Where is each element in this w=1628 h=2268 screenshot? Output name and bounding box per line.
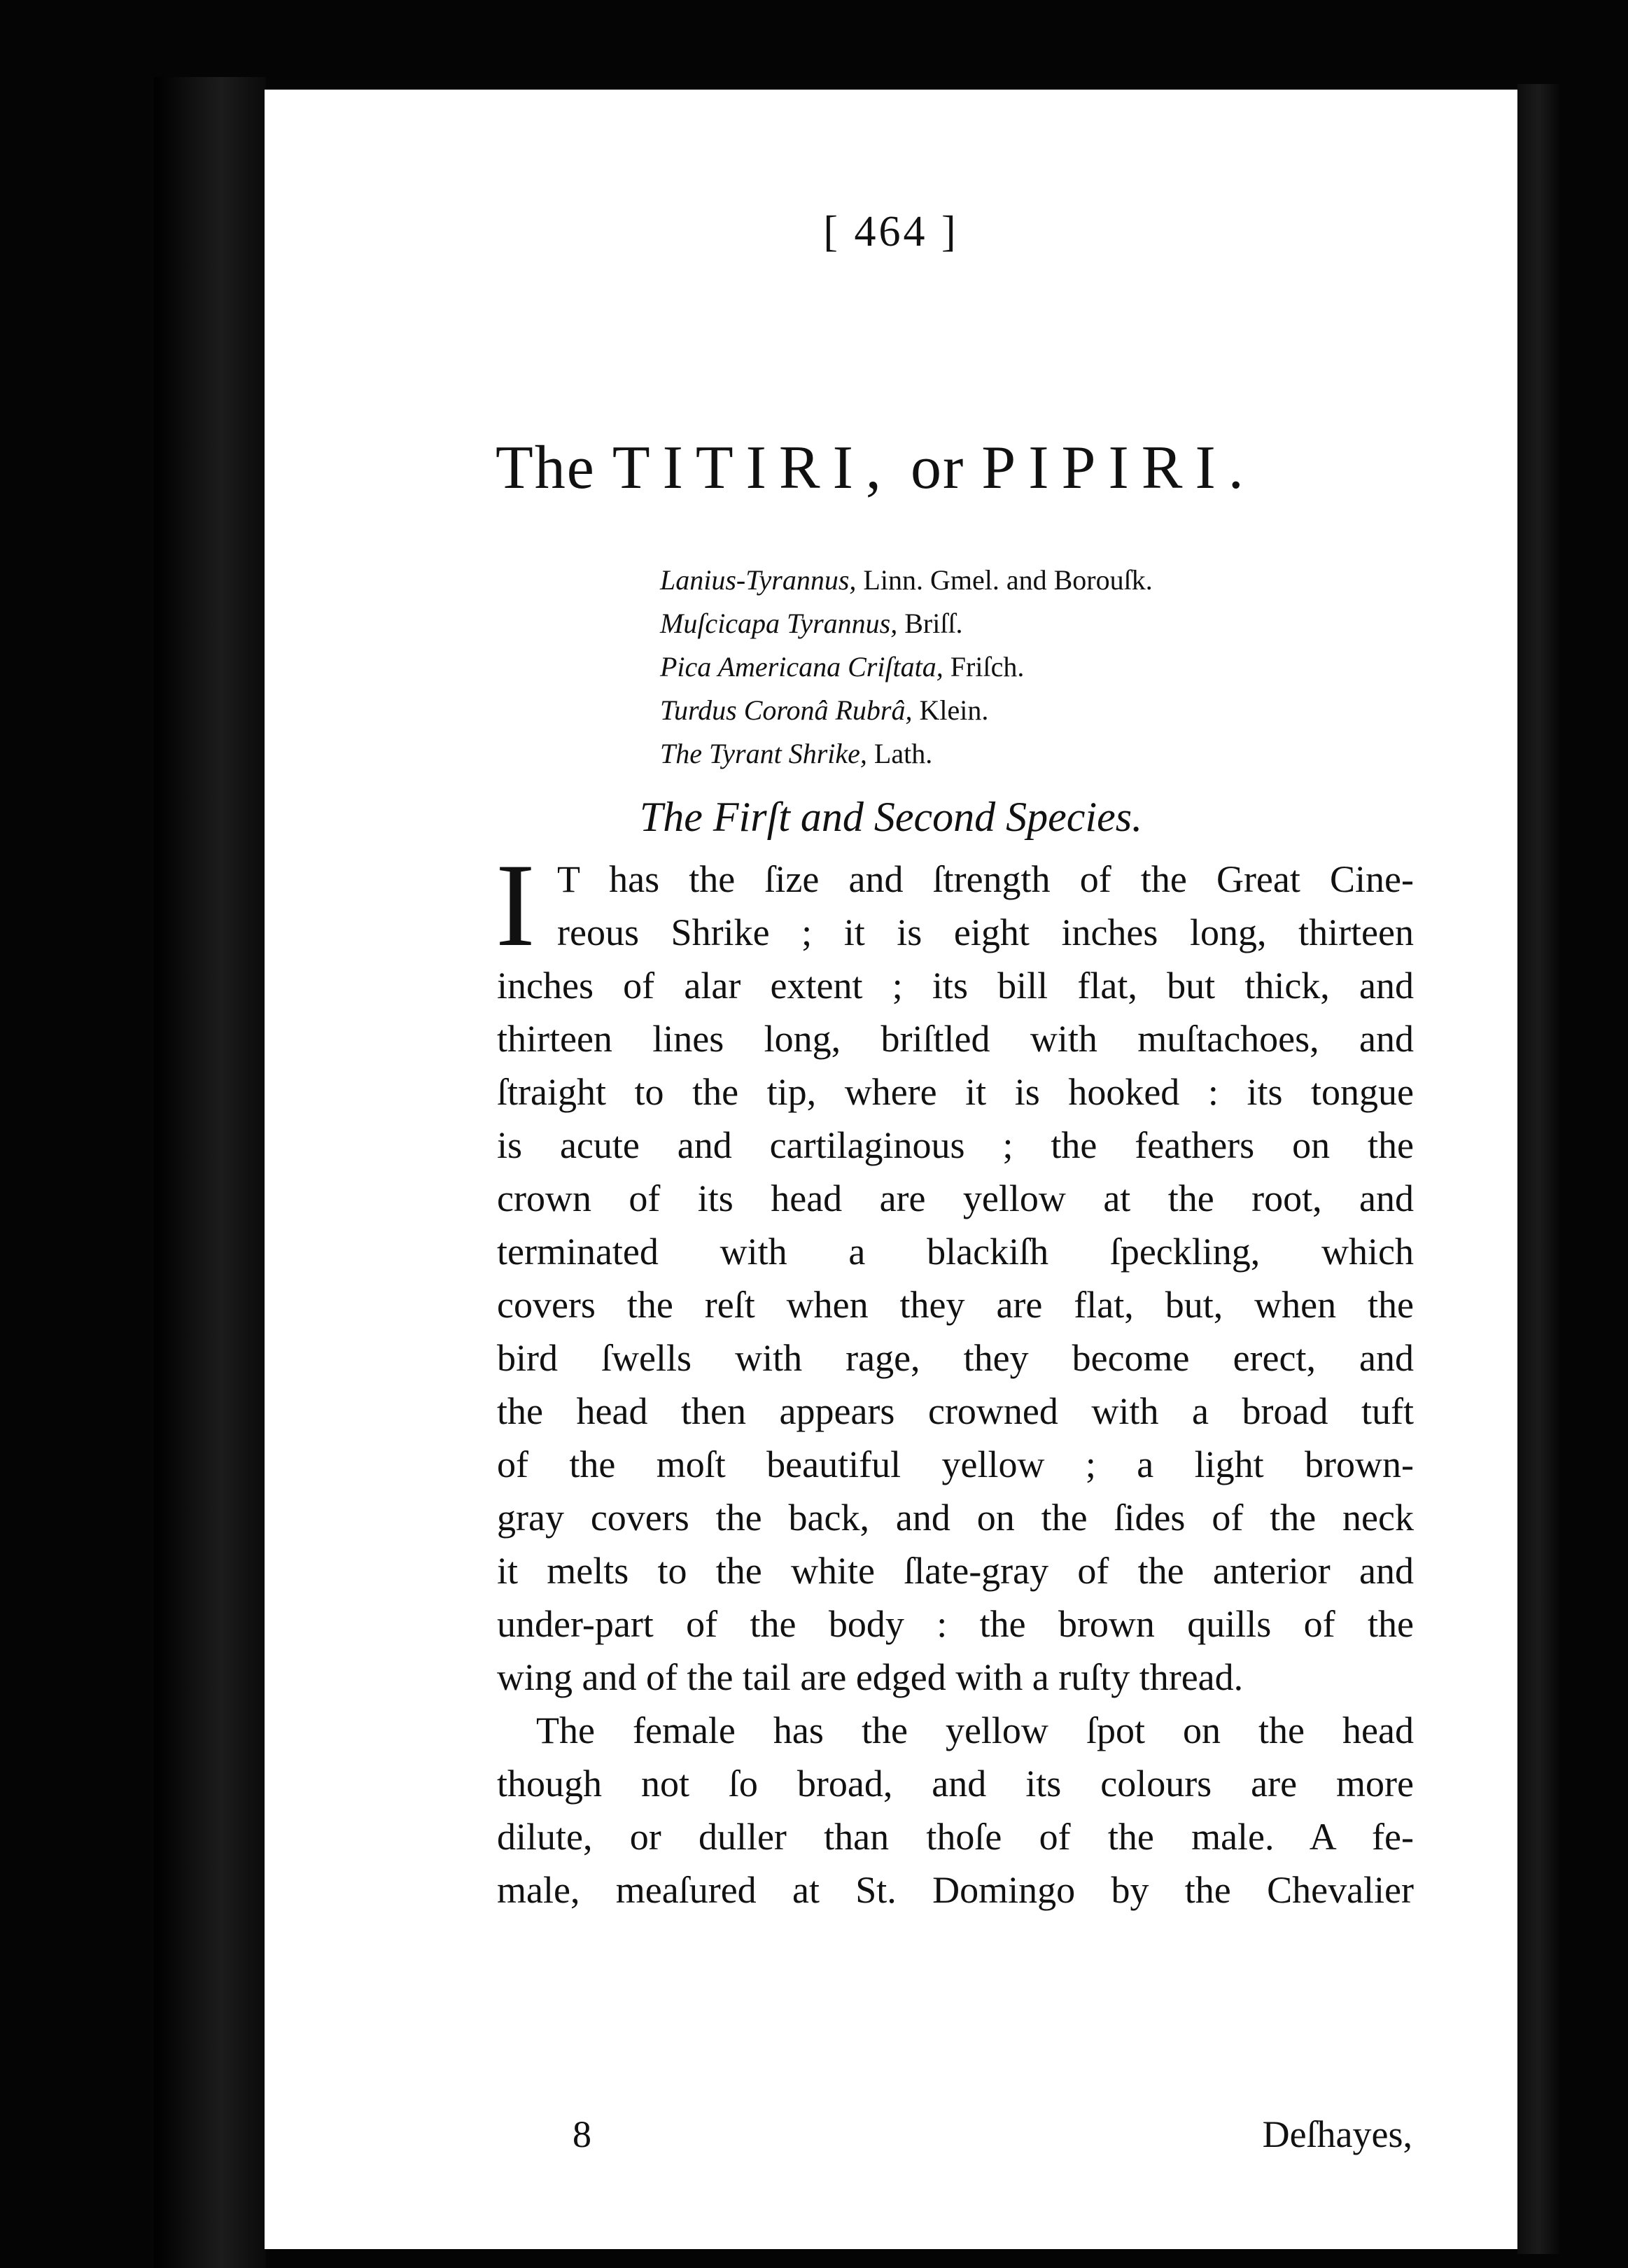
text-line: thirteen lines long, briſtled with muſtachoes, and [497, 1018, 1414, 1060]
text-line: gray covers the back, and on the ſides of the neck [497, 1497, 1414, 1539]
text-line: the head then appears crowned with a broad tuft [497, 1390, 1414, 1432]
text-line: T has the ſize and ſtrength of the Great Cine- [557, 858, 1414, 900]
text-line: The female has the yellow ſpot on the head [536, 1709, 1414, 1751]
synonym-entry [660, 689, 1430, 732]
synonym-entry [660, 559, 1430, 602]
synonym-authority: Lath. [873, 738, 933, 769]
text-line: bird ſwells with rage, they become erect, and [497, 1337, 1414, 1379]
synonym-authority: Klein. [919, 694, 989, 726]
text-line: crown of its head are yellow at the root, and [497, 1177, 1414, 1219]
text-line: male, meaſured at St. Domingo by the Chevalier [497, 1869, 1414, 1911]
catchword: Deſhayes, [1262, 2113, 1412, 2155]
synonym-entry [660, 645, 1430, 689]
synonym-latin: Turdus Coronâ Rubrâ, [660, 694, 913, 726]
synonym-latin: The Tyrant Shrike, [660, 738, 867, 769]
facing-page-edge [1517, 84, 1559, 2254]
chapter-title [496, 433, 1489, 503]
text-line: it melts to the white ſlate-gray of the anterior and [497, 1550, 1414, 1592]
synonym-latin: Pica Americana Criſtata, [660, 651, 943, 682]
title-name-2: PIPIRI. [981, 434, 1256, 502]
text-line: reous Shrike ; it is eight inches long, thirteen [557, 911, 1414, 953]
synonym-list [660, 559, 1430, 776]
section-heading: The Firſt and Second Species. [639, 794, 1143, 840]
book-page [265, 90, 1517, 2249]
synonym-latin: Lanius-Tyrannus, [660, 564, 857, 596]
text-line: covers the reſt when they are flat, but, when the [497, 1284, 1414, 1326]
title-conjunction: or [910, 434, 965, 502]
synonym-latin: Muſcicapa Tyrannus, [660, 608, 898, 639]
text-line: of the moſt beautiful yellow ; a light brown- [497, 1443, 1414, 1485]
text-line: wing and of the tail are edged with a ruſty thread. [497, 1656, 1244, 1698]
text-line: inches of alar extent ; its bill flat, but thick, and [497, 965, 1414, 1007]
text-line: terminated with a blackiſh ſpeckling, which [497, 1231, 1414, 1273]
text-line: is acute and cartilaginous ; the feathers on the [497, 1124, 1414, 1166]
text-line: though not ſo broad, and its colours are more [497, 1763, 1414, 1805]
title-name-1: TITIRI, [612, 434, 894, 502]
book-spine-edge [154, 77, 266, 2268]
title-prefix: The [496, 434, 596, 502]
synonym-authority: Briſſ. [904, 608, 963, 639]
page-number: [ 464 ] [823, 208, 959, 255]
synonym-authority: Friſch. [950, 651, 1025, 682]
body-text [497, 853, 1414, 1917]
synonym-entry [660, 732, 1430, 776]
drop-cap: I [496, 839, 535, 971]
signature-mark: 8 [573, 2113, 591, 2155]
synonym-entry [660, 602, 1430, 645]
text-line: under-part of the body : the brown quills of the [497, 1603, 1414, 1645]
text-line: dilute, or duller than thoſe of the male. A fe- [497, 1816, 1414, 1858]
synonym-authority: Linn. Gmel. and Borouſk. [863, 564, 1153, 596]
text-line: ſtraight to the tip, where it is hooked : its tongue [497, 1071, 1414, 1113]
